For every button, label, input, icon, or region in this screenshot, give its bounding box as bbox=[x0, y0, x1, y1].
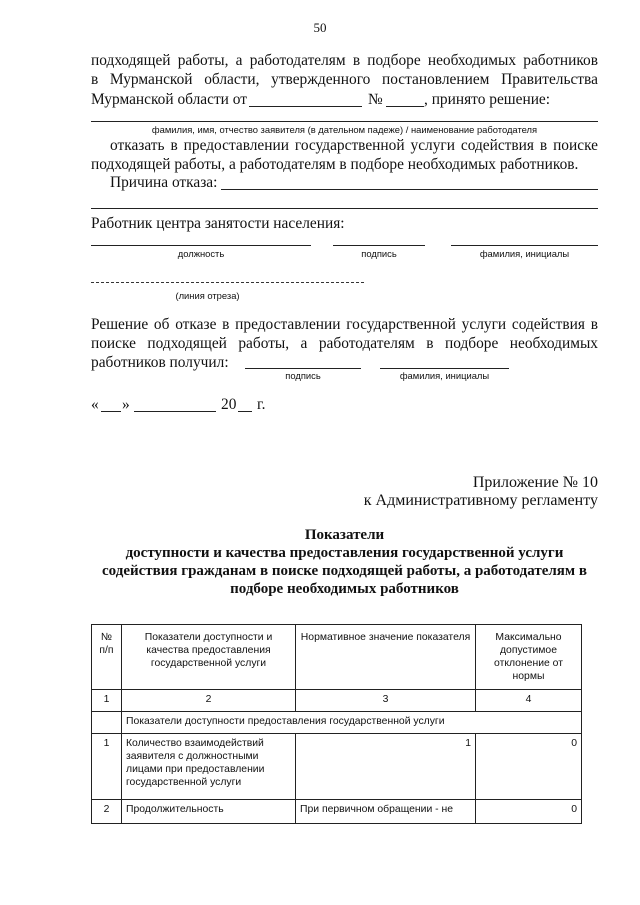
table-header-row bbox=[92, 625, 582, 690]
year-suffix: г. bbox=[257, 396, 266, 413]
number-cell: 1 bbox=[92, 690, 122, 712]
row-norm: 1 bbox=[296, 734, 476, 800]
cut-line-label: (линия отреза) bbox=[175, 290, 240, 301]
receipt-line-1: Решение об отказе в предоставлении государственной услуги содействия в bbox=[91, 316, 598, 333]
header-cell: № п/п bbox=[92, 625, 122, 690]
intro-word: подборе bbox=[367, 52, 421, 69]
year-prefix: 20 bbox=[221, 396, 237, 413]
intro-line-3 bbox=[91, 90, 247, 109]
receipt-line-2: поиске подходящей работы, а работодателям в подборе необходимых bbox=[91, 335, 598, 352]
intro-line-1 bbox=[91, 51, 598, 70]
year-blank bbox=[238, 411, 252, 412]
intro-word: постановлением bbox=[381, 71, 490, 88]
intro-word: работы, bbox=[177, 52, 229, 69]
intro-word: в bbox=[352, 52, 361, 69]
doc-title-2: доступности и качества предоставления государственной услуги bbox=[125, 545, 564, 561]
row-deviation: 0 bbox=[476, 734, 582, 800]
receipt-name-caption: фамилия, инициалы bbox=[399, 370, 490, 381]
row-norm: При первичном обращении - не bbox=[296, 800, 476, 824]
doc-title-3: содействия гражданам в поиске подходящей работы, а работодателям в bbox=[102, 563, 587, 579]
intro-word: в bbox=[91, 71, 99, 88]
page-number: 50 bbox=[313, 20, 327, 35]
intro-word: подходящей bbox=[91, 52, 171, 69]
header-cell: Максимально допустимое отклонение от нормы bbox=[476, 625, 582, 690]
intro-word: необходимых bbox=[427, 52, 517, 69]
doc-title-4: подборе необходимых работников bbox=[230, 581, 459, 597]
date-quote-open: « bbox=[91, 396, 99, 413]
row-deviation: 0 bbox=[476, 800, 582, 824]
number-cell: 2 bbox=[122, 690, 296, 712]
row-indicator: Продолжительность bbox=[122, 800, 296, 824]
reason-line-2 bbox=[91, 208, 598, 209]
cut-line bbox=[91, 282, 364, 283]
position-line bbox=[91, 245, 311, 246]
intro-line-2 bbox=[91, 70, 598, 89]
applicant-caption: фамилия, имя, отчество заявителя (в дательном падеже) / наименование работодателя bbox=[151, 124, 538, 135]
appendix-subtitle: к Административному регламенту bbox=[363, 492, 598, 509]
day-blank bbox=[101, 411, 121, 412]
worker-label: Работник центра занятости населения: bbox=[91, 215, 345, 232]
table-section-row bbox=[92, 712, 582, 734]
number-cell: 4 bbox=[476, 690, 582, 712]
refusal-line-2: подходящей работы, а работодателям в подборе необходимых работников. bbox=[91, 156, 579, 173]
signature-line bbox=[333, 245, 425, 246]
intro-word: Мурманской bbox=[109, 71, 193, 88]
table-number-row bbox=[92, 690, 582, 712]
section-spacer bbox=[92, 712, 122, 734]
intro-word: работников bbox=[523, 52, 598, 69]
number-cell: 3 bbox=[296, 690, 476, 712]
number-blank bbox=[386, 106, 424, 107]
intro-word: работодателям bbox=[249, 52, 346, 69]
header-cell: Показатели доступности и качества предоставления государственной услуги bbox=[122, 625, 296, 690]
receipt-name-line bbox=[380, 368, 509, 369]
applicant-line bbox=[91, 121, 598, 122]
reason-label: Причина отказа: bbox=[110, 174, 218, 191]
row-number: 2 bbox=[92, 800, 122, 824]
number-sign: № bbox=[368, 91, 383, 108]
row-indicator: Количество взаимодействий заявителя с должностными лицами при предоставлении государственной услуги bbox=[122, 734, 296, 800]
refusal-line-1: отказать в предоставлении государственной услуги содействия в поиске bbox=[110, 137, 598, 154]
receipt-signature-line bbox=[245, 368, 361, 369]
table-row bbox=[92, 800, 582, 824]
intro-word: области, bbox=[204, 71, 260, 88]
section-cell: Показатели доступности предоставления государственной услуги bbox=[122, 712, 582, 734]
appendix-title: Приложение № 10 bbox=[472, 474, 598, 491]
name-line bbox=[451, 245, 598, 246]
month-blank bbox=[134, 411, 216, 412]
intro-word: а bbox=[235, 52, 243, 69]
row-number: 1 bbox=[92, 734, 122, 800]
receipt-signature-caption: подпись bbox=[285, 370, 321, 381]
intro-text: Мурманской области от bbox=[91, 91, 247, 108]
name-caption: фамилия, инициалы bbox=[479, 248, 570, 259]
reason-line-1 bbox=[221, 189, 598, 190]
intro-word: утвержденного bbox=[271, 71, 371, 88]
signature-caption: подпись bbox=[361, 248, 397, 259]
table-row bbox=[92, 734, 582, 800]
intro-text-end: , принято решение: bbox=[424, 91, 551, 108]
indicators-table bbox=[91, 624, 582, 824]
intro-word: Правительства bbox=[501, 71, 598, 88]
header-cell: Нормативное значение показателя bbox=[296, 625, 476, 690]
date-quote-close: » bbox=[122, 396, 130, 413]
date-blank bbox=[249, 106, 362, 107]
position-caption: должность bbox=[177, 248, 225, 259]
doc-title-1: Показатели bbox=[304, 527, 385, 543]
receipt-line-3: работников получил: bbox=[91, 354, 229, 371]
